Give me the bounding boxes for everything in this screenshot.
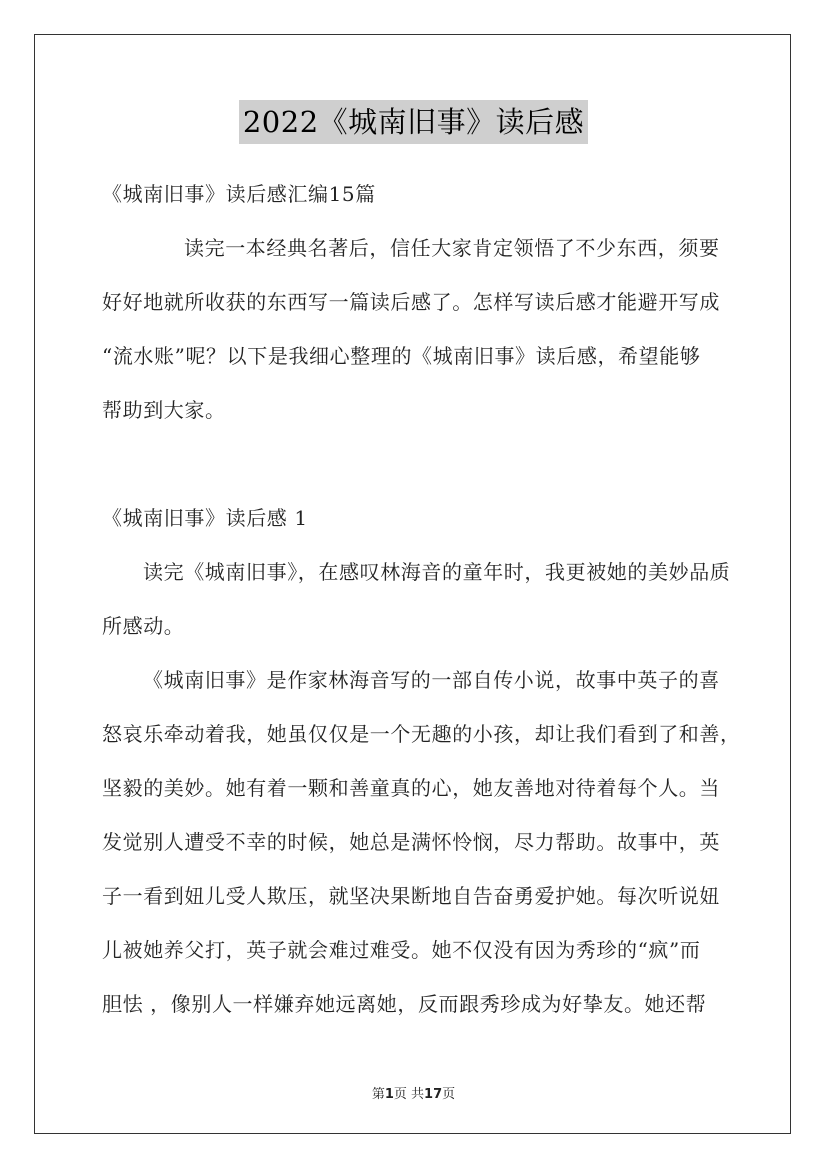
- intro-line: 读完一本经典名著后，信任大家肯定领悟了不少东西，须要: [184, 236, 720, 260]
- paragraph-line: 坚毅的美妙。她有着一颗和善童真的心，她友善地对待着每个人。当: [102, 776, 720, 800]
- paragraph-line: 《城南旧事》是作家林海音写的一部自传小说，故事中英子的喜: [143, 668, 720, 692]
- section-heading: 《城南旧事》读后感 1: [102, 506, 308, 530]
- footer-prefix: 第: [371, 1087, 385, 1102]
- paragraph-line: 发觉别人遭受不幸的时候，她总是满怀怜悯，尽力帮助。故事中，英: [102, 830, 720, 854]
- current-page-number: 1: [384, 1087, 394, 1102]
- paragraph-line: 儿被她养父打，英子就会难过难受。她不仅没有因为秀珍的“疯”而: [102, 938, 701, 962]
- paragraph-line: 读完《城南旧事》，在感叹林海音的童年时，我更被她的美妙品质: [143, 560, 731, 584]
- intro-line: 好好地就所收获的东西写一篇读后感了。怎样写读后感才能避开写成: [102, 290, 720, 314]
- footer-mid: 页 共: [393, 1087, 425, 1102]
- intro-line: 帮助到大家。: [102, 398, 226, 422]
- paragraph-line: 怒哀乐牵动着我，她虽仅仅是一个无趣的小孩，却让我们看到了和善，: [102, 722, 741, 746]
- intro-line: “流水账”呢？以下是我细心整理的《城南旧事》读后感，希望能够: [102, 344, 701, 368]
- footer-suffix: 页: [442, 1087, 456, 1102]
- document-title: 2022《城南旧事》读后感: [239, 100, 588, 144]
- total-pages-number: 17: [424, 1087, 443, 1102]
- title-container: [0, 100, 827, 144]
- paragraph-line: 胆怯 ，像别人一样嫌弃她远离她，反而跟秀珍成为好挚友。她还帮: [102, 992, 707, 1016]
- paragraph-line: 子一看到妞儿受人欺压，就坚决果断地自告奋勇爱护她。每次听说妞: [102, 884, 720, 908]
- page-footer: [0, 1083, 827, 1102]
- paragraph-line: 所感动。: [102, 614, 185, 638]
- subtitle: 《城南旧事》读后感汇编15篇: [102, 182, 376, 206]
